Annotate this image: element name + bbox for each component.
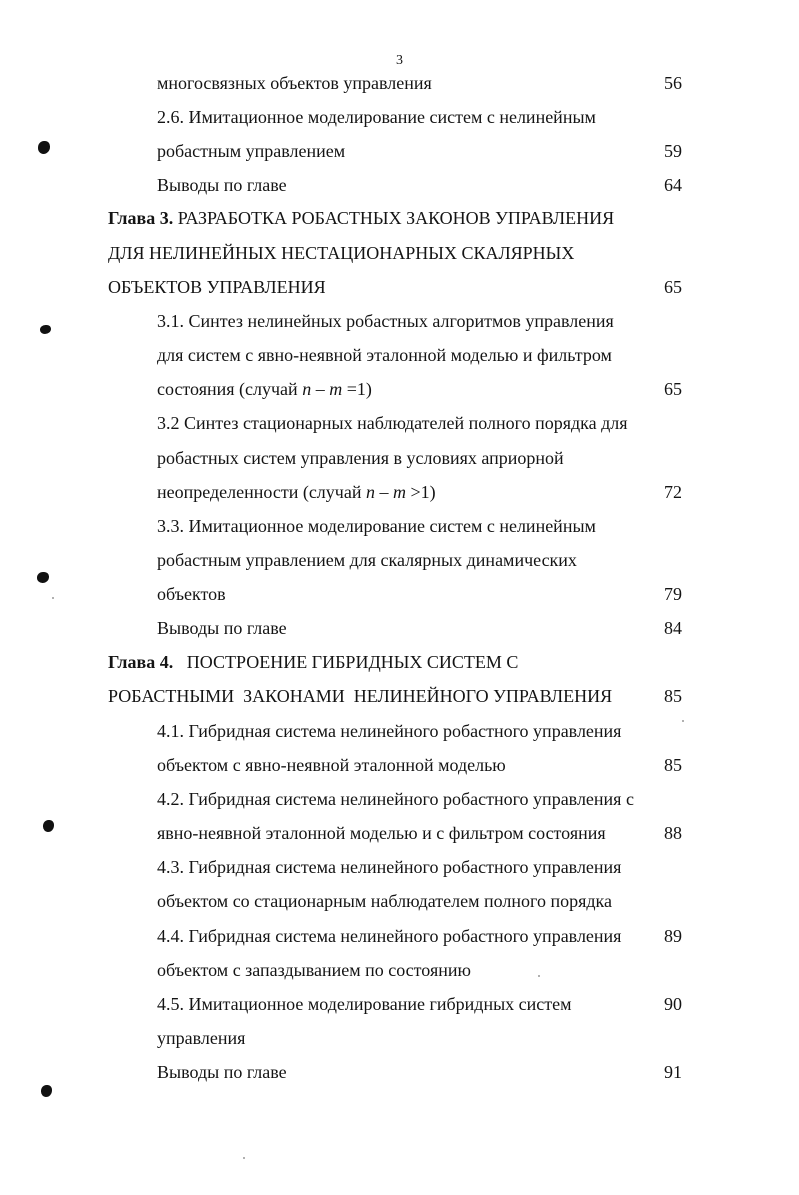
toc-entry-text: 4.1. Гибридная система нелинейного робастного управления [157,721,622,741]
toc-page-number: 79 [664,584,682,604]
entry-text: состояния (случай [157,379,303,399]
scan-blot [40,325,51,334]
toc-page-number: 84 [664,618,682,638]
toc-page-number: 91 [664,1062,682,1082]
toc-page-number: 65 [664,277,682,297]
toc-entry-text: явно-неявной эталонной моделью и с фильтром состояния [157,823,606,843]
toc-entry-text: 4.3. Гибридная система нелинейного робастного управления [157,857,622,877]
toc-entry-text [157,481,436,503]
formula-var: m [329,379,343,399]
toc-page-number: 85 [664,755,682,775]
toc-entry-text: объектом с явно-неявной эталонной моделью [157,755,506,775]
toc-entry-text: для систем с явно-неявной эталонной моделью и фильтром [157,345,612,365]
chapter-heading [108,651,518,673]
toc-page-number: 64 [664,175,682,195]
toc-page-number: 85 [664,686,682,706]
chapter-title-continued: ОБЪЕКТОВ УПРАВЛЕНИЯ [108,277,326,297]
toc-entry-text: Выводы по главе [157,618,287,638]
toc-entry-text: 3.1. Синтез нелинейных робастных алгоритмов управления [157,311,614,331]
toc-page-number: 65 [664,379,682,399]
formula-op: – [374,482,393,502]
toc-entry-text: робастным управлением [157,141,346,161]
chapter-title: РАЗРАБОТКА РОБАСТНЫХ ЗАКОНОВ УПРАВЛЕНИЯ [173,208,615,228]
chapter-heading [108,207,614,229]
scan-blot [37,572,49,583]
toc-entry-text: Выводы по главе [157,1062,287,1082]
toc-entry-text: 2.6. Имитационное моделирование систем с нелинейным [157,107,596,127]
chapter-title: ПОСТРОЕНИЕ ГИБРИДНЫХ СИСТЕМ С [173,652,519,672]
toc-entry-text: робастным управлением для скалярных динамических [157,550,577,570]
formula-rest: =1) [342,379,372,399]
scan-blot [43,820,54,832]
formula-var: n [302,379,312,399]
toc-entry-text: 4.2. Гибридная система нелинейного робастного управления с [157,789,634,809]
chapter-title-continued: ДЛЯ НЕЛИНЕЙНЫХ НЕСТАЦИОНАРНЫХ СКАЛЯРНЫХ [108,243,575,263]
scan-speck [682,720,684,722]
chapter-label: Глава 4. [108,652,174,672]
toc-entry-text: управления [157,1028,246,1048]
formula-op: – [311,379,330,399]
toc-entry-text: многосвязных объектов управления [157,73,432,93]
scan-blot [41,1085,52,1097]
scan-speck [538,975,540,977]
page-number: 3 [396,53,403,68]
toc-entry-text [157,378,372,400]
toc-entry-text: объектом с запаздыванием по состоянию [157,960,471,980]
scan-speck [243,1157,245,1159]
formula-var: n [365,482,375,502]
toc-entry-text: 3.3. Имитационное моделирование систем с нелинейным [157,516,596,536]
toc-entry-text: 3.2 Синтез стационарных наблюдателей полного порядка для [157,413,628,433]
toc-entry-text: объектов [157,584,226,604]
toc-entry-text: робастных систем управления в условиях априорной [157,448,564,468]
entry-text: неопределенности (случай [157,482,366,502]
formula-var: m [392,482,406,502]
toc-page-number: 72 [664,482,682,502]
toc-entry-text: 4.5. Имитационное моделирование гибридных систем [157,994,572,1014]
chapter-label: Глава 3. [108,208,174,228]
toc-entry-text: 4.4. Гибридная система нелинейного робастного управления [157,926,622,946]
formula-rest: >1) [405,482,436,502]
chapter-title-continued: РОБАСТНЫМИ ЗАКОНАМИ НЕЛИНЕЙНОГО УПРАВЛЕНИЯ [108,686,613,706]
toc-entry-text: объектом со стационарным наблюдателем полного порядка [157,891,612,911]
toc-entry-text: Выводы по главе [157,175,287,195]
toc-page-number: 89 [664,926,682,946]
toc-page-number: 90 [664,994,682,1014]
toc-page-number: 59 [664,141,682,161]
scan-blot [38,141,50,154]
toc-page-number: 56 [664,73,682,93]
scan-speck [52,597,54,599]
toc-page-number: 88 [664,823,682,843]
